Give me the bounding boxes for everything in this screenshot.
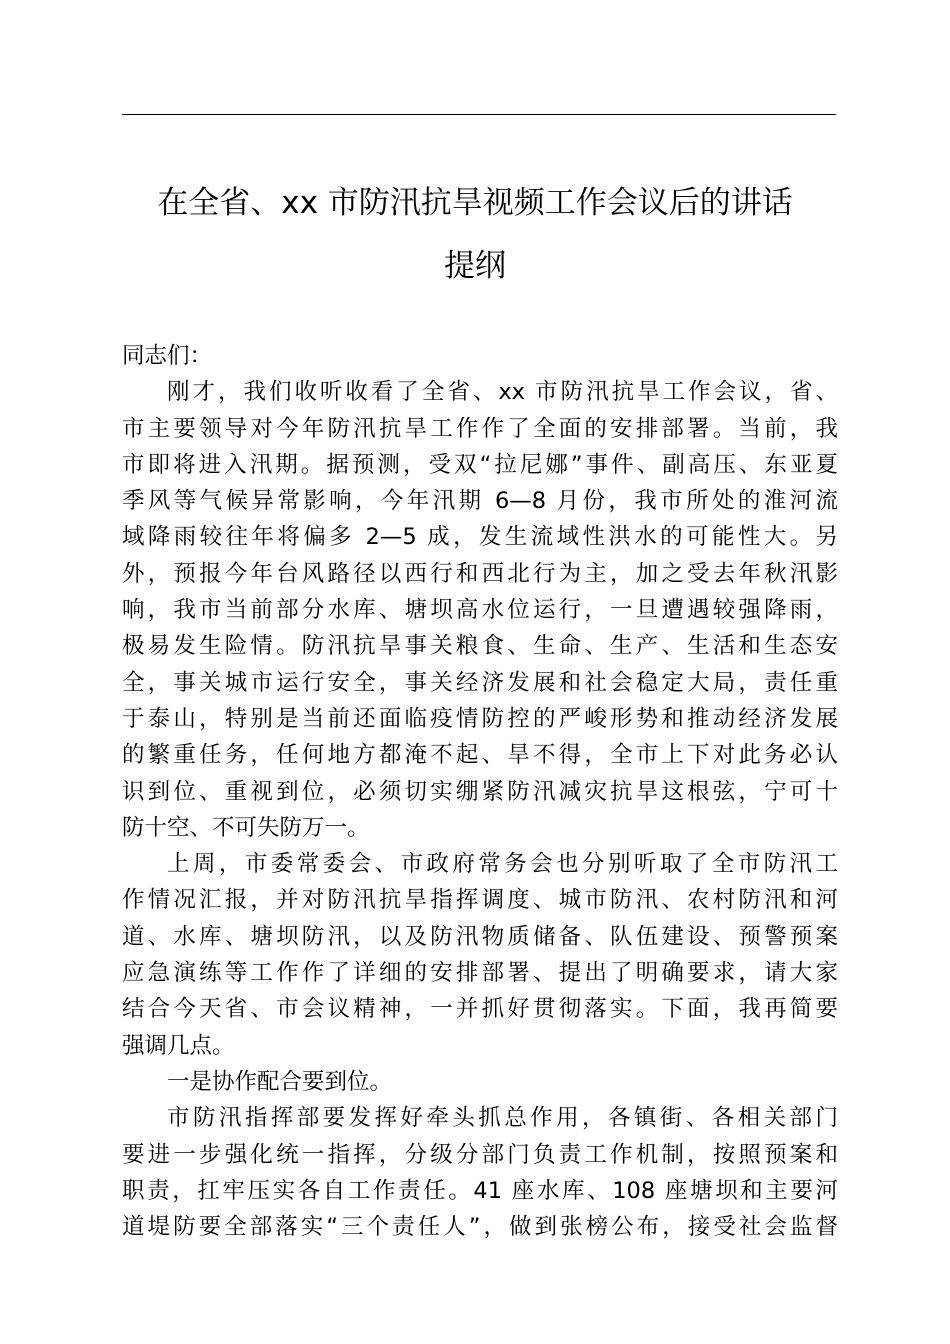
paragraph-line: 于泰山，特别是当前还面临疫情防控的严峻形势和推动经济发展: [122, 705, 838, 732]
paragraph-line: 全，事关城市运行安全，事关经济发展和社会稳定大局，责任重: [122, 669, 838, 696]
title-line-1: 在全省、xx 市防汛抗旱视频工作会议后的讲话: [157, 185, 793, 221]
paragraph-line: 一是协作配合要到位。: [167, 1068, 393, 1095]
paragraph-line: 外，预报今年台风路径以西行和西北行为主，加之受去年秋汛影: [122, 560, 838, 587]
paragraph-line: 作情况汇报，并对防汛抗旱指挥调度、城市防汛、农村防汛和河: [122, 887, 838, 914]
paragraph-line: 应急演练等工作作了详细的安排部署、提出了明确要求，请大家: [122, 960, 838, 987]
paragraph-line: 道堤防要全部落实“三个责任人”，做到张榜公布，接受社会监督: [122, 1214, 838, 1241]
paragraph-line: 防十空、不可失防万一。: [122, 814, 370, 841]
paragraph: [122, 1100, 838, 1245]
paragraph-line: 道、水库、塘坝防汛，以及防汛物质储备、队伍建设、预警预案: [122, 923, 838, 950]
paragraph: [122, 374, 838, 846]
document-body: [122, 338, 838, 1245]
paragraph-line: 要进一步强化统一指挥，分级分部门负责工作机制，按照预案和: [122, 1141, 838, 1168]
paragraph-line: 的繁重任务，任何地方都淹不起、旱不得，全市上下对此务必认: [122, 742, 838, 769]
paragraph-line: 域降雨较往年将偏多 2—5 成，发生流域性洪水的可能性大。另: [122, 524, 838, 551]
paragraph-list: [122, 374, 838, 1245]
document-title: [100, 172, 850, 298]
paragraph-line: 极易发生险情。防汛抗旱事关粮食、生命、生产、生活和生态安: [122, 633, 838, 660]
paragraph-line: 职责，扛牢压实各自工作责任。41 座水库、108 座塘坝和主要河: [122, 1177, 838, 1204]
paragraph-line: 响，我市当前部分水库、塘坝高水位运行，一旦遭遇较强降雨，: [122, 597, 838, 624]
paragraph-line: 上周，市委常委会、市政府常务会也分别听取了全市防汛工: [167, 851, 838, 878]
paragraph-line: 识到位、重视到位，必须切实绷紧防汛减灾抗旱这根弦，宁可十: [122, 778, 838, 805]
paragraph-line: 市即将进入汛期。据预测，受双“拉尼娜”事件、副高压、东亚夏: [122, 451, 838, 478]
paragraph-line: 结合今天省、市会议精神，一并抓好贯彻落实。下面，我再简要: [122, 996, 838, 1023]
paragraph-line: 季风等气候异常影响，今年汛期 6—8 月份，我市所处的淮河流: [122, 488, 838, 515]
paragraph: [122, 846, 838, 1064]
paragraph-line: 刚才，我们收听收看了全省、xx 市防汛抗旱工作会议，省、: [167, 379, 838, 406]
paragraph: [122, 1064, 838, 1100]
title-line-2: 提纲: [444, 248, 506, 284]
paragraph-line: 市主要领导对今年防汛抗旱工作作了全面的安排部署。当前，我: [122, 415, 838, 442]
paragraph-line: 市防汛指挥部要发挥好牵头抓总作用，各镇街、各相关部门: [167, 1105, 838, 1132]
salutation: 同志们：: [122, 343, 213, 369]
paragraph-line: 强调几点。: [122, 1032, 235, 1059]
header-rule: [122, 114, 836, 115]
